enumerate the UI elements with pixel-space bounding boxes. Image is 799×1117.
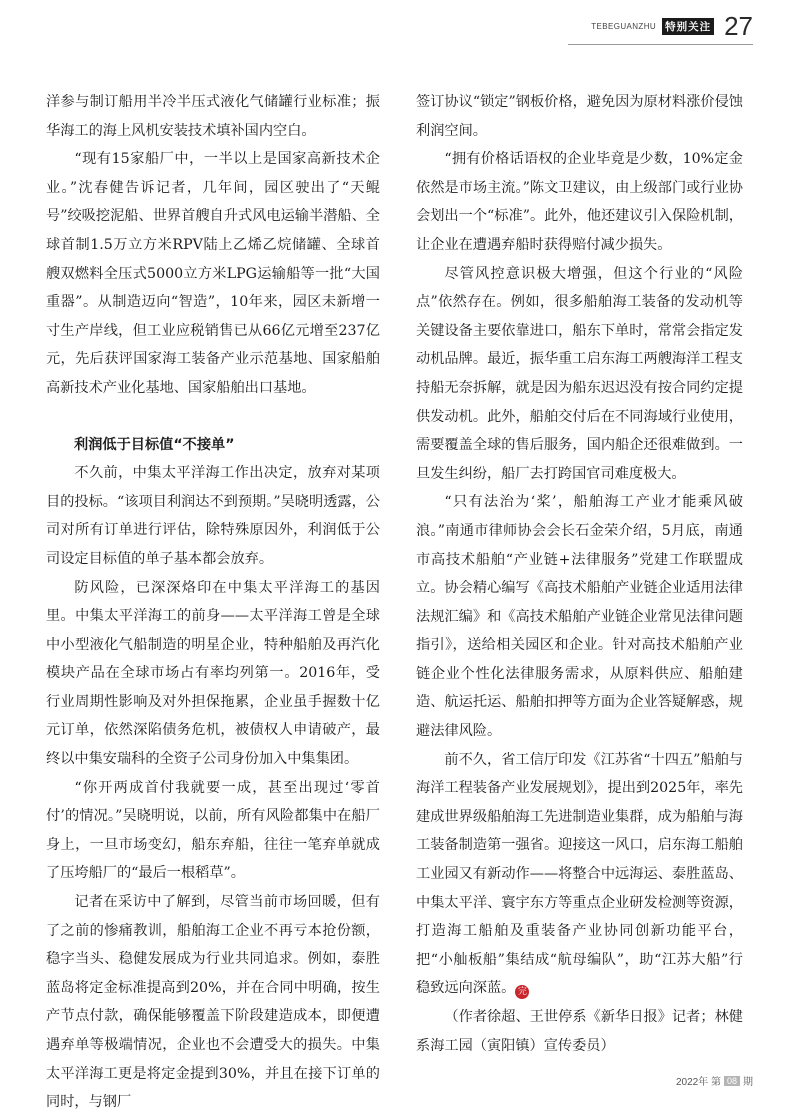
paragraph: “你开两成首付我就要一成，甚至出现过‘零首付’的情况。”吴晓明说，以前，所有风险都集中在船厂身上，一旦市场变幻，船东弃船，往往一笔弃单就成了压垮船厂的“最后一根稻草”。: [46, 779, 380, 882]
footer-issue-number: 08: [724, 1076, 740, 1086]
footer-period: 期: [743, 1077, 753, 1088]
paragraph: 签订协议“锁定”钢板价格，避免因为原材料涨价侵蚀利润空间。: [416, 94, 743, 139]
paragraph: 不久前，中集太平洋海工作出决定，放弃对某项目的投标。“该项目利润达不到预期。”吴晓明透露，公司对所有订单进行评估，除特殊原因外，利润低于公司设定目标值的单子基本都会放弃。: [46, 465, 380, 567]
author-byline: （作者徐超、王世停系《新华日报》记者；林健系海工园（寅阳镇）宣传委员）: [416, 1009, 743, 1054]
paragraph: 记者在采访中了解到，尽管当前市场回暖，但有了之前的惨痛教训，船舶海工企业不再亏本抢份额，稳字当头、稳健发展成为行业共同追求。例如，泰胜蓝岛将定金标准提高到20%，并在合同中明确，按生产节点付款，确保能够覆盖下阶段建造成本，即便遭遇弃单等极端情况，企业也不会遭受大的损失。中集太平洋海工更是将定金提到30%，并且在接下订单的同时，与钢厂: [46, 894, 380, 1111]
paragraph-text: 前不久，省工信厅印发《江苏省“十四五”船舶与海洋工程装备产业发展规划》，提出到2025年，率先建成世界级船舶海工先进制造业集群，成为船舶与海工装备制造第一强省。迎接这一风口，启东海工船舶工业园又有新动作——将整合中远海运、泰胜蓝岛、中集太平洋、寰宇东方等重点企业研发检测等资源，打造海工船舶及重装备产业协同创新功能平台，把“小舢板船”集结成“航母编队”，助“江苏大船”行稳致远向深蓝。: [416, 751, 743, 997]
paragraph-final: [416, 746, 743, 1003]
footer-year: 2022年 第: [675, 1077, 721, 1088]
header-divider: [568, 44, 753, 45]
page-footer: [676, 1073, 753, 1088]
section-name-en: TEBEGUANZHU: [591, 21, 657, 31]
paragraph: “只有法治为‘桨’，船舶海工产业才能乘风破浪。”南通市律师协会会长石金荣介绍，5月底，南通市高技术船舶“产业链+法律服务”党建工作联盟成立。协会精心编写《高技术船舶产业链企业适用法律法规汇编》和《高技术船舶产业链企业常见法律问题指引》，送给相关园区和企业。针对高技术船舶产业链企业个性化法律服务需求，从原料供应、船舶建造、航运托运、船舶扣押等方面为企业答疑解惑，规避法律风险。: [416, 494, 743, 740]
paragraph: 防风险，已深深烙印在中集太平洋海工的基因里。中集太平洋海工的前身——太平洋海工曾是全球中小型液化气船制造的明星企业，特种船舶及再汽化模块产品在全球市场占有率均列第一。2016年，受行业周期性影响及对外担保拖累，企业虽手握数十亿元订单，依然深陷债务危机，被债权人申请破产，最终以中集安瑞科的全资子公司身份加入中集集团。: [46, 579, 380, 768]
paragraph: 尽管风控意识极大增强，但这个行业的“风险点”依然存在。例如，很多船舶海工装备的发动机等关键设备主要依靠进口，船东下单时，常常会指定发动机品牌。最近，振华重工启东海工两艘海洋工程支持船无奈拆解，就是因为船东迟迟没有按合同约定提供发动机。此外，船舶交付后在不同海域行业使用，需要覆盖全球的售后服务，国内船企还很难做到。一旦发生纠纷，船厂去打跨国官司难度极大。: [416, 265, 743, 482]
paragraph: 洋参与制订船用半冷半压式液化气储罐行业标准；振华海工的海上风机安装技术填补国内空白。: [46, 94, 380, 139]
section-heading: 利润低于目标值“不接单”: [74, 436, 235, 453]
page-number: 27: [724, 11, 753, 41]
article-end-icon: 完: [515, 985, 529, 999]
page-header: [591, 10, 753, 42]
section-name-cn: 特别关注: [662, 18, 714, 35]
paragraph: “拥有价格话语权的企业毕竟是少数，10%定金依然是市场主流。”陈文卫建议，由上级部门或行业协会划出一个“标准”。此外，他还建议引入保险机制，让企业在遭遇弃船时获得赔付减少损失。: [416, 151, 743, 253]
right-column: [416, 88, 743, 1060]
paragraph: “现有15家船厂中，一半以上是国家高新技术企业。”沈春健告诉记者，几年间，园区驶出了“天鲲号”绞吸挖泥船、世界首艘自升式风电运输半潜船、全球首制1.5万立方米RPV陆上乙烯乙烷储罐、全球首艘双燃料全压式5000立方米LPG运输船等一批“大国重器”。从制造迈向“智造”，10年来，园区未新增一寸生产岸线，但工业应税销售已从66亿元增至237亿元，先后获评国家海工装备产业示范基地、国家船舶高新技术产业化基地、国家船舶出口基地。: [46, 151, 380, 396]
left-column: [46, 88, 380, 1117]
